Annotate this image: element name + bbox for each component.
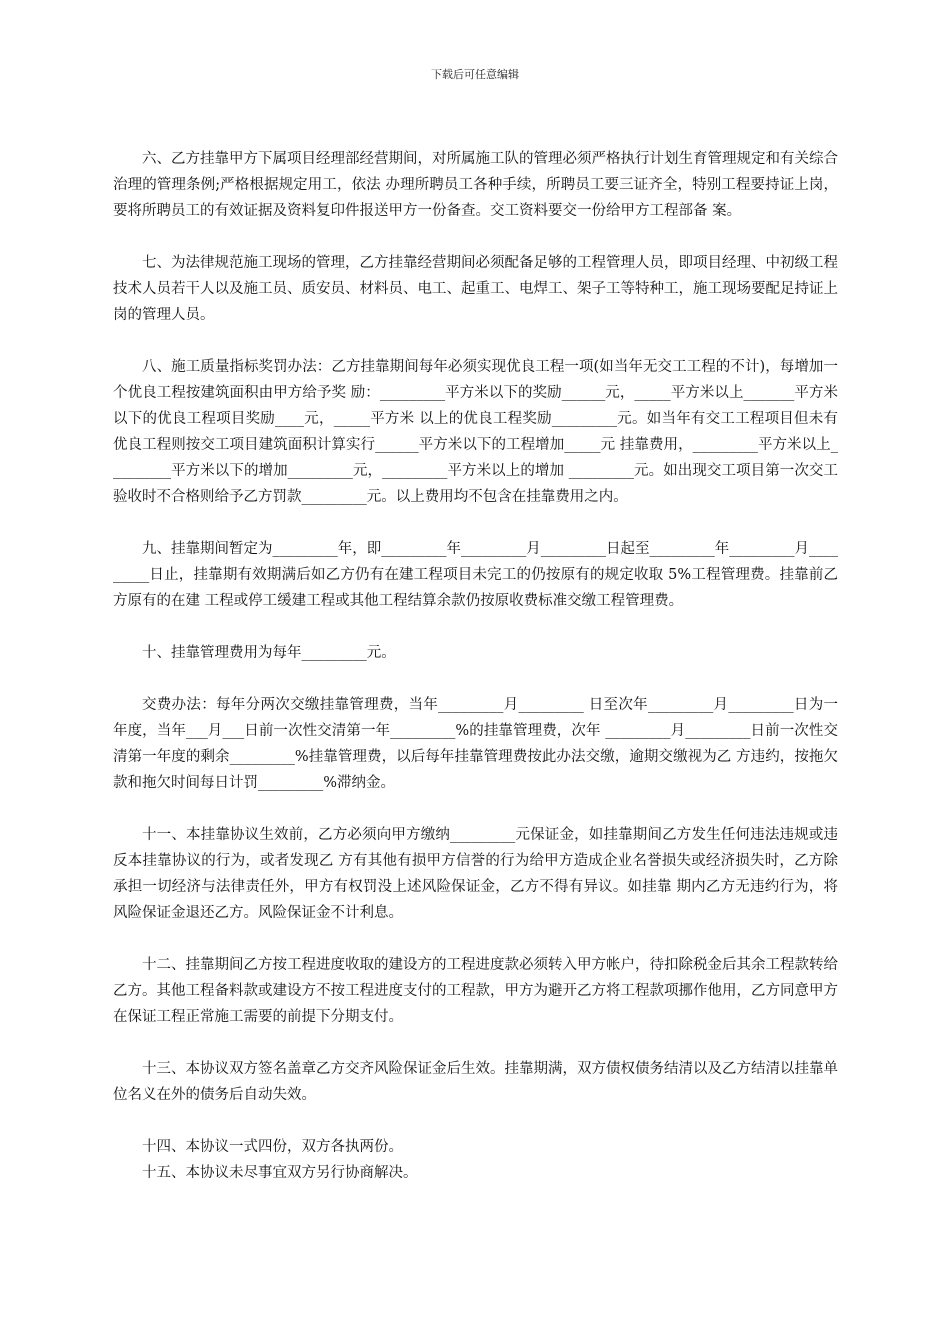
- clause-15: 十五、本协议未尽事宜双方另行协商解决。: [142, 1165, 418, 1181]
- clause-7: 七、为法律规范施工现场的管理，乙方挂靠经营期间必须配备足够的工程管理人员，即项目经理、中初级工程技术人员若干人以及施工员、质安员、材料员、电工、起重工、电焊工、架子工等特种工，施工现场要配足持证上岗的管理人员。: [113, 255, 838, 323]
- header-note: 下载后可任意编辑: [431, 68, 519, 81]
- clause-13: 十三、本协议双方签名盖章乙方交齐风险保证金后生效。挂靠期满，双方债权债务结清以及乙方结清以挂靠单位名义在外的债务后自动失效。: [113, 1061, 838, 1103]
- clause-9: 九、挂靠期间暂定为_________年，即_________年_________月_________日起至_________年_________月_________日止，挂靠期有效期满后如乙方仍有在建工程项目未完工的仍按原有的规定收取 5%工程管理费。挂靠前乙方原有的在建 工程或停工缓建工程或其他工程结算余款仍按原收费标准交缴工程管理费。: [113, 541, 838, 609]
- clause-14: 十四、本协议一式四份，双方各执两份。: [142, 1139, 403, 1155]
- clause-10: 十、挂靠管理费用为每年_________元。: [142, 645, 396, 661]
- clause-6: 六、乙方挂靠甲方下属项目经理部经营期间，对所属施工队的管理必须严格执行计划生育管理规定和有关综合治理的管理条例;严格根据规定用工，依法 办理所聘员工各种手续，所聘员工要三证齐全，特别工程要持证上岗，要将所聘员工的有效证据及资料复印件报送甲方一份备查。交工资料要交一份给甲方工程部备 案。: [113, 151, 838, 219]
- clause-11: 十一、本挂靠协议生效前，乙方必须向甲方缴纳_________元保证金，如挂靠期间乙方发生任何违法违规或违反本挂靠协议的行为，或者发现乙 方有其他有损甲方信誉的行为给甲方造成企业名誉损失或经济损失时，乙方除承担一切经济与法律责任外，甲方有权罚没上述风险保证金，乙方不得有异议。如挂靠 期内乙方无违约行为，将风险保证金退还乙方。风险保证金不计利息。: [113, 827, 838, 921]
- payment-method: 交费办法：每年分两次交缴挂靠管理费，当年_________月_________ 日至次年_________月_________日为一年度，当年___月___日前一次性交清第一年_________%的挂靠管理费，次年 _________月_________日前一次性交清第一年度的剩余_________%挂靠管理费，以后每年挂靠管理费按此办法交缴，逾期交缴视为乙 方违约，按拖欠款和拖欠时间每日计罚_________%滞纳金。: [113, 697, 838, 791]
- clause-8: 八、施工质量指标奖罚办法：乙方挂靠期间每年必须实现优良工程一项(如当年无交工工程的不计)，每增加一个优良工程按建筑面积由甲方给予奖 励：_________平方米以下的奖励______元，_____平方米以上_______平方米以下的优良工程项目奖励____元，_____平方米 以上的优良工程奖励_________元。如当年有交工工程项目但未有优良工程则按交工项目建筑面积计算实行______平方米以下的工程增加_____元 挂靠费用，_________平方米以上_________平方米以下的增加_________元，_________平方米以上的增加 _________元。如出现交工项目第一次交工验收时不合格则给予乙方罚款_________元。以上费用均不包含在挂靠费用之内。: [113, 359, 838, 505]
- document-body: [113, 146, 838, 1186]
- clause-12: 十二、挂靠期间乙方按工程进度收取的建设方的工程进度款必须转入甲方帐户，待扣除税金后其余工程款转给乙方。其他工程备料款或建设方不按工程进度支付的工程款，甲方为避开乙方将工程款项挪作他用，乙方同意甲方在保证工程正常施工需要的前提下分期支付。: [113, 957, 838, 1025]
